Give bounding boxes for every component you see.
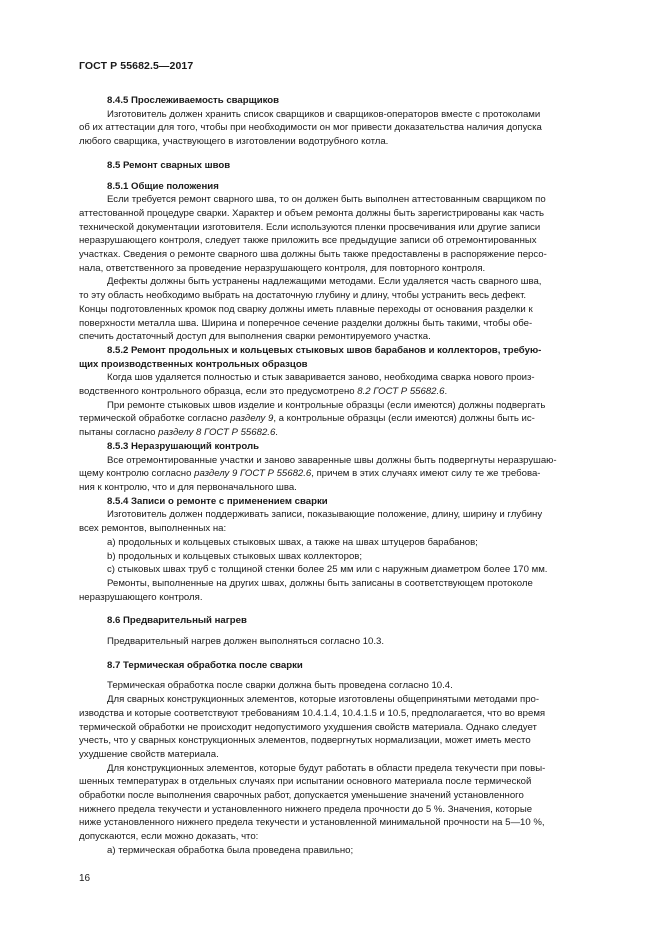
document-body	[79, 94, 584, 858]
list-item: a) продольных и кольцевых стыковых швах, а также на швах штуцеров барабанов;	[107, 536, 478, 548]
document-header: ГОСТ Р 55682.5—2017	[79, 60, 194, 72]
section-8-7-paragraph-3: Для конструкционных элементов, которые будут работать в области предела текучести при повы- шенных температурах в отдельных случаях при испытании основного материала после термической обработки после выполнения сварочных работ, допускается уменьшение значений установленного нижнего предела текучести и установленного нижнего предела прочности до 5 %. Значения, которые ниже установленного нижнего предела текучести и установленной минимальной прочности на 5—10 %, допускаются, если можно доказать, что:	[79, 762, 546, 843]
section-8-5-1-title: 8.5.1 Общие положения	[107, 180, 219, 192]
text-run: .	[275, 427, 278, 439]
list-item: b) продольных и кольцевых стыковых швах коллекторов;	[107, 550, 363, 562]
list-item: a) термическая обработка была проведена правильно;	[107, 844, 354, 856]
text-run: .	[444, 386, 448, 398]
page-number: 16	[79, 873, 91, 884]
reference-link: разделу 8 ГОСТ Р 55682.6	[158, 427, 276, 439]
section-8-7-paragraph-2: Для сварных конструкционных элементов, которые изготовлены общепринятыми методами про- изводства и которые соответствуют требованиям 10.4.1.4, 10.4.1.5 и 10.5, предполагается, что во время термической обработки не происходит недопустимого ухудшения свойств материала. Однако следует учесть, что у сварных конструкционных элементов, подвергнутых нормализации, может иметь место ухудшение свойств материала.	[79, 694, 546, 760]
reference-link: разделу 9 ГОСТ Р 55682.6	[194, 468, 312, 480]
section-8-5-1-paragraph-1: Если требуется ремонт сварного шва, то он должен быть выполнен аттестованным сварщиком по аттестованной процедуре сварки. Характер и объем ремонта должны быть зарегистрированы как часть технической документации изготовителя. Если используются пленки просвечивания или другие записи неразрушающего контроля, следует также приложить все предыдущие записи об отремонтированных участках. Сведения о ремонте сварного шва должны быть также предоставлены в распоряжение персо- нала, ответственного за проведение неразрушающего контроля, для повторного контроля.	[79, 194, 547, 274]
section-8-7-title: 8.7 Термическая обработка после сварки	[107, 659, 303, 671]
section-8-4-5-paragraph: Изготовитель должен хранить список сварщиков и сварщиков-операторов вместе с протоколами об их аттестации для того, чтобы при необходимости он мог привести доказательства наличия допуска любого сварщика, участвующего в изготовлении водотрубного котла.	[79, 108, 542, 148]
reference-link: 8.2 ГОСТ Р 55682.6	[357, 386, 445, 398]
text-run: Все отремонтированные участки и заново заваренные швы должны быть подвергнуты неразрушаю- щему контролю согласно	[79, 454, 557, 480]
section-8-5-4-title: 8.5.4 Записи о ремонте с применением сварки	[107, 495, 328, 507]
text-run: , а контрольные образцы (если имеются) должны быть ис- пытаны согласно	[79, 413, 535, 439]
list-item: c) стыковых швах труб с толщиной стенки более 25 мм или с наружным диаметром более 170 мм.	[107, 564, 548, 576]
section-8-5-3-paragraph	[79, 454, 584, 495]
section-8-5-4-paragraph-2: Ремонты, выполненные на других швах, должны быть записаны в соответствующем протоколе неразрушающего контроля.	[79, 577, 533, 603]
section-8-7-paragraph-1: Термическая обработка после сварки должна быть проведена согласно 10.4.	[107, 680, 453, 692]
reference-link: разделу 9	[230, 413, 274, 425]
text-run: , причем в этих случаях имеют силу те же требова- ния к контролю, что и для первоначального шва.	[79, 468, 541, 493]
text-run: При ремонте стыковых швов изделие и контрольные образцы (если имеются) должны подвергать термической обработке согласно	[79, 399, 546, 425]
text-run: Когда шов удаляется полностью и стык заваривается заново, необходима сварка нового произ- водственного контрольного образца, если это предусмотрено	[79, 372, 535, 398]
section-8-5-1-paragraph-2: Дефекты должны быть устранены надлежащими методами. Если удаляется часть сварного шва, то эту область необходимо выбрать на достаточную глубину и длину, чтобы устранить весь дефект. Концы подготовленных кромок под сварку должны иметь плавные переходы от основания разделки к поверхности металла шва. Ширина и поперечное сечение разделки должны быть такими, чтобы обе- спечить достаточный доступ для выполнения сварки ремонтируемого участка.	[79, 276, 542, 343]
section-8-4-5-title: 8.4.5 Прослеживаемость сварщиков	[107, 95, 280, 106]
section-8-5-title: 8.5 Ремонт сварных швов	[107, 159, 231, 171]
section-8-5-3-title: 8.5.3 Неразрушающий контроль	[107, 440, 260, 452]
section-8-5-2-paragraph-1	[79, 371, 584, 398]
section-8-6-title: 8.6 Предварительный нагрев	[107, 615, 247, 627]
section-8-5-2-paragraph-2	[79, 399, 584, 440]
section-8-5-4-paragraph-1: Изготовитель должен поддерживать записи, показывающие положение, длину, ширину и глубину всех ремонтов, выполненных на:	[79, 509, 543, 535]
section-8-5-2-title: 8.5.2 Ремонт продольных и кольцевых стыковых швов барабанов и коллекторов, требую- щих производственных контрольных образцов	[79, 344, 542, 370]
section-8-6-paragraph: Предварительный нагрев должен выполняться согласно 10.3.	[107, 636, 385, 648]
